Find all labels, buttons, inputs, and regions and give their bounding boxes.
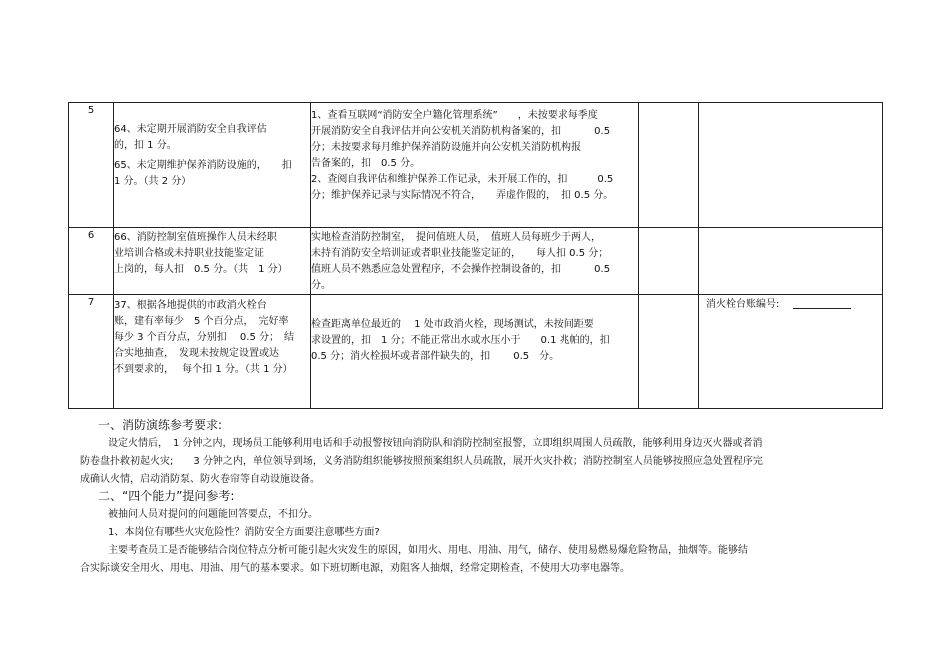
check-line: 开展消防安全自我评估并向公安机关消防机构备案的，扣 0.5 — [311, 126, 611, 137]
check-line: 未持有消防安全培训证或者职业技能鉴定证的， 每人扣 0.5 分； — [311, 248, 609, 259]
item-line: 64、未定期开展消防安全自我评估 — [114, 124, 267, 135]
check-line: 告备案的，扣 0.5 分。 — [311, 158, 421, 169]
section2-line: 合实际谈安全用火、用电、用油、用气的基本要求。如下班切断电源，劝阻客人抽烟，经常定期检查，不使用大功率电器等。 — [80, 563, 630, 574]
section1-line: 设定火情后， 1 分钟之内，现场员工能够利用电话和手动报警按钮向消防队和消防控制室报警，立即组织周围人员疏散，能够利用身边灭火器或者消 — [108, 438, 763, 449]
item-line: 业培训合格或未持职业技能鉴定证 — [114, 248, 264, 259]
check-line: 2、查阅自我评估和维护保养工作记录，未开展工作的，扣 0.5 — [311, 174, 614, 185]
item-line: 65、未定期维护保养消防设施的， 扣 — [114, 160, 292, 171]
item-line: 上岗的，每人扣 0.5 分。（共 1 分） — [114, 264, 288, 275]
item-line: 1 分。（共 2 分） — [114, 176, 192, 187]
row-number: 6 — [69, 228, 114, 295]
table-row — [69, 103, 883, 228]
check-line: 检查距离单位最近的 1 处市政消火栓，现场测试，未按间距要 — [311, 319, 594, 330]
ledger-number-blank[interactable] — [793, 298, 851, 309]
row-number: 7 — [69, 295, 114, 409]
check-method — [311, 228, 639, 295]
item-line: 37、根据各地提供的市政消火栓台 — [114, 300, 267, 311]
check-line: 1、查看互联网“消防安全户籍化管理系统” ，未按要求每季度 — [311, 110, 598, 121]
check-method — [311, 103, 639, 228]
check-line: 分；未按要求每月维护保养消防设施并向公安机关消防机构报 — [311, 142, 581, 153]
inspection-table — [68, 102, 883, 409]
item-line: 不到要求的， 每个扣 1 分。（共 1 分） — [114, 364, 293, 375]
check-line: 0.5 分；消火栓损坏或者部件缺失的，扣 0.5 分。 — [311, 351, 560, 362]
remark-cell — [699, 228, 883, 295]
section2-line: 主要考查员工是否能够结合岗位特点分析可能引起火灾发生的原因，如用火、用电、用油、用气，储存、使用易燃易爆危险物品，抽烟等。能够结 — [108, 545, 748, 556]
item-line: 66、消防控制室值班操作人员未经职 — [114, 232, 277, 243]
item-line: 账，建有率每少 5 个百分点， 完好率 — [114, 316, 289, 327]
check-line: 实地检查消防控制室， 提问值班人员， 值班人员每班少于两人， — [311, 232, 601, 243]
item-line: 的，扣 1 分。 — [114, 140, 177, 151]
score-cell — [639, 295, 699, 409]
section1-line: 成确认火情，启动消防泵、防火卷帘等自动设施设备。 — [80, 474, 320, 485]
section1-heading: 一、消防演练参考要求: — [98, 418, 223, 432]
item-description — [114, 103, 311, 228]
check-line: 分；维护保养记录与实际情况不符合， 弄虚作假的， 扣 0.5 分。 — [311, 190, 614, 201]
row-number: 5 — [69, 103, 114, 228]
table-row — [69, 295, 883, 409]
check-method — [311, 295, 639, 409]
check-line: 求设置的，扣 1 分；不能正常出水或水压小于 0.1 兆帕的，扣 — [311, 335, 610, 346]
item-description — [114, 295, 311, 409]
score-cell — [639, 228, 699, 295]
section2-line: 被抽问人员对提问的问题能回答要点，不扣分。 — [108, 509, 318, 520]
item-line: 合实地抽查， 发现未按规定设置或达 — [114, 348, 279, 359]
section2-line: 1、本岗位有哪些火灾危险性？消防安全方面要注意哪些方面? — [108, 527, 380, 538]
item-description — [114, 228, 311, 295]
check-line: 值班人员不熟悉应急处置程序，不会操作控制设备的，扣 0.5 — [311, 264, 611, 275]
hydrant-ledger-label: 消火栓台账编号: — [706, 299, 780, 310]
score-cell — [639, 103, 699, 228]
section1-line: 防卷盘扑救初起火灾; 3 分钟之内，单位领导到场，义务消防组织能够按照预案组织人员疏散，展开火灾扑救；消防控制室人员能够按照应急处置程序完 — [80, 456, 763, 467]
item-line: 每少 3 个百分点，分别扣 0.5 分； 结 — [114, 332, 294, 343]
hydrant-ledger-cell — [699, 295, 883, 409]
remark-cell — [699, 103, 883, 228]
table-row — [69, 228, 883, 295]
section2-heading: 二、“四个能力”提问参考: — [98, 489, 235, 503]
check-line: 分。 — [311, 280, 331, 291]
